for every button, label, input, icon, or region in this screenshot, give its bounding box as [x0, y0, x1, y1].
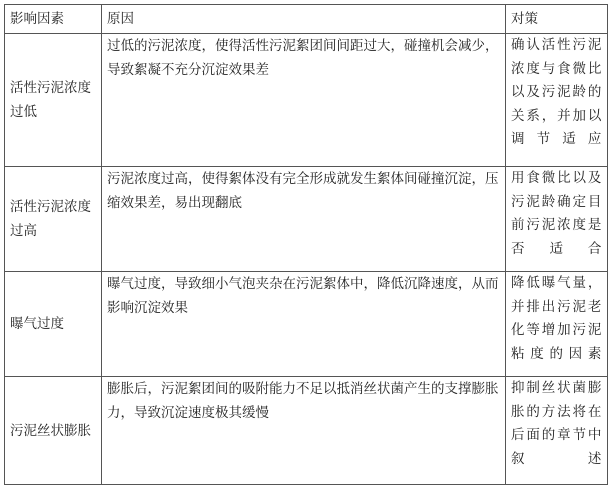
- reason-cell: 过低的污泥浓度，使得活性污泥絮团间间距过大，碰撞机会减少，导致絮凝不充分沉淀效果差: [102, 34, 506, 167]
- table-header-row: [5, 5, 608, 34]
- header-factor: 影响因素: [5, 5, 102, 34]
- factor-cell: 活性污泥浓度过低: [5, 34, 102, 167]
- table-row: [5, 34, 608, 167]
- measure-cell: 确认活性污泥浓度与食微比以及污泥龄的关系，并加以调节适应: [506, 34, 608, 167]
- factor-cell: 污泥丝状膨胀: [5, 377, 102, 485]
- reason-cell: 曝气过度，导致细小气泡夹杂在污泥絮体中，降低沉降速度，从而影响沉淀效果: [102, 272, 506, 377]
- factor-cell: 活性污泥浓度过高: [5, 167, 102, 272]
- table-row: [5, 272, 608, 377]
- header-measure: 对策: [506, 5, 608, 34]
- reason-cell: 污泥浓度过高，使得絮体没有完全形成就发生絮体间碰撞沉淀，压缩效果差，易出现翻底: [102, 167, 506, 272]
- reason-cell: 膨胀后，污泥絮团间的吸附能力不足以抵消丝状菌产生的支撑膨胀力，导致沉淀速度极其缓慢: [102, 377, 506, 485]
- header-reason: 原因: [102, 5, 506, 34]
- table-row: [5, 377, 608, 485]
- measure-cell: 降低曝气量，并排出污泥老化等增加污泥粘度的因素: [506, 272, 608, 377]
- measure-cell: 抑制丝状菌膨胀的方法将在后面的章节中叙述: [506, 377, 608, 485]
- measure-cell: 用食微比以及污泥龄确定目前污泥浓度是否适合: [506, 167, 608, 272]
- factors-table: [4, 4, 608, 485]
- factor-cell: 曝气过度: [5, 272, 102, 377]
- table-row: [5, 167, 608, 272]
